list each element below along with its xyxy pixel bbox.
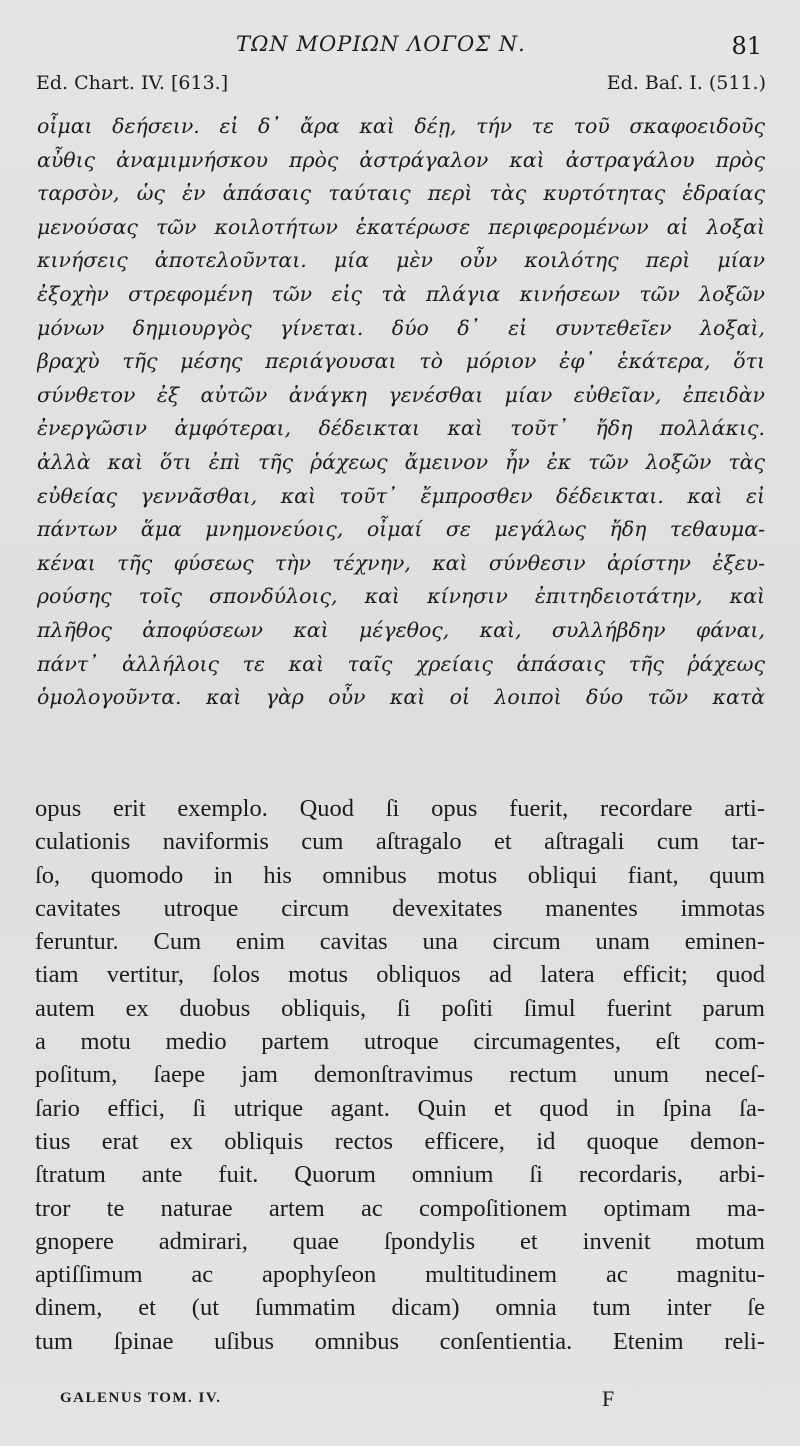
latin-line: opus erit exemplo. Quod ſi opus fuerit, recordare arti- [35, 795, 765, 822]
latin-line: ſtratum ante fuit. Quorum omnium ſi recordaris, arbi- [35, 1161, 765, 1189]
latin-line: poſitum, ſaepe jam demonſtravimus rectum unum neceſ- [35, 1061, 765, 1089]
edition-reference-chartier: Ed. Chart. IV. [613.] [36, 72, 229, 94]
edition-reference-basel: Ed. Baſ. I. (511.) [606, 72, 766, 94]
latin-line: cavitates utroque circum devexitates manentes immotas [35, 894, 765, 922]
page-number: 81 [731, 32, 762, 60]
greek-line: πάντων ἅμα μνημονεύοις, οἶμαί σε μεγάλως ἤδη τεθαυμα- [37, 517, 765, 542]
greek-line: πλῆθος ἀποφύσεων καὶ μέγεθος, καὶ, συλλήβδην φάναι, [37, 617, 765, 642]
latin-line: tiam vertitur, ſolos motus obliquos ad latera efficit; quod [35, 961, 765, 989]
latin-line: feruntur. Cum enim cavitas una circum unam eminen- [35, 928, 765, 956]
greek-line: ἐξοχὴν στρεφομένη τῶν εἰς τὰ πλάγια κινήσεων τῶν λοξῶν [37, 281, 765, 306]
latin-line: aptiſſimum ac apophyſeon multitudinem ac magnitu- [35, 1261, 765, 1289]
greek-line: πάντ᾽ ἀλλήλοις τε καὶ ταῖς χρείαις ἁπάσαις τῆς ῥάχεως [37, 651, 765, 676]
greek-line: οἶμαι δεήσειν. εἰ δ᾽ ἄρα καὶ δέῃ, τήν τε τοῦ σκαφοειδοῦς [37, 114, 765, 138]
greek-line: μενούσας τῶν κοιλοτήτων ἑκατέρωσε περιφερομένων αἱ λοξαὶ [37, 214, 765, 239]
latin-line: ſario effici, ſi utrique agant. Quin et quod in ſpina ſa- [35, 1094, 765, 1122]
greek-line: μόνων δημιουργὸς γίνεται. δύο δ᾽ εἰ συντεθεῖεν λοξαὶ, [37, 315, 765, 340]
page-footer [60, 1386, 760, 1420]
latin-line: autem ex duobus obliquis, ſi poſiti ſimul fuerint parum [35, 994, 765, 1022]
volume-label: GALENUS TOM. IV. [60, 1390, 222, 1406]
latin-line: dinem, et (ut ſummatim dicam) omnia tum inter ſe [35, 1294, 765, 1322]
signature-mark: F [602, 1386, 615, 1411]
greek-line: σύνθετον ἐξ αὐτῶν ἀνάγκη γενέσθαι μίαν εὐθεῖαν, ἐπειδὰν [37, 382, 765, 407]
greek-line: αὖθις ἀναμιμνήσκου πρὸς ἀστράγαλον καὶ ἀστραγάλου πρὸς [37, 147, 765, 172]
greek-line: κινήσεις ἀποτελοῦνται. μία μὲν οὖν κοιλότης περὶ μίαν [37, 248, 765, 273]
latin-line: tius erat ex obliquis rectos efficere, id quoque demon- [35, 1127, 765, 1155]
latin-line: ſo, quomodo in his omnibus motus obliqui fiant, quum [35, 861, 765, 889]
edition-reference-line [36, 72, 766, 100]
greek-line: εὐθείας γεννᾶσθαι, καὶ τοῦτ᾽ ἔμπροσθεν δέδεικται. καὶ εἰ [37, 483, 765, 508]
latin-translation-block [35, 792, 765, 1358]
latin-line: tum ſpinae uſibus omnibus conſentientia. Etenim reli- [35, 1327, 765, 1355]
latin-line: a motu medio partem utroque circumagentes, eſt com- [35, 1028, 765, 1056]
greek-line: ρούσης τοῖς σπονδύλοις, καὶ κίνησιν ἐπιτηδειοτάτην, καὶ [37, 584, 765, 609]
greek-line: ὁμολογοῦντα. καὶ γὰρ οὖν καὶ οἱ λοιποὶ δύο τῶν κατὰ [37, 685, 765, 710]
greek-line: βραχὺ τῆς μέσης περιάγουσαι τὸ μόριον ἐφ᾽ ἑκάτερα, ὅτι [37, 349, 765, 374]
running-head [0, 30, 800, 60]
latin-line: gnopere admirari, quae ſpondylis et invenit motum [35, 1227, 765, 1255]
latin-line: culationis naviformis cum aſtragalo et aſtragali cum tar- [35, 828, 765, 856]
greek-line: ταρσὸν, ὡς ἐν ἁπάσαις ταύταις περὶ τὰς κυρτότητας ἑδραίας [37, 181, 765, 206]
greek-line: κέναι τῆς φύσεως τὴν τέχνην, καὶ σύνθεσιν ἀρίστην ἐξευ- [37, 550, 765, 575]
running-title: ΤΩΝ ΜΟΡΙΩΝ ΛΟΓΟΣ Ν. [236, 32, 526, 56]
latin-line: tror te naturae artem ac compoſitionem optimam ma- [35, 1194, 765, 1222]
greek-line: ἐνεργῶσιν ἀμφότεραι, δέδεικται καὶ τοῦτ᾽ ἤδη πολλάκις. [37, 416, 765, 441]
greek-text-block [37, 110, 765, 715]
greek-line: ἀλλὰ καὶ ὅτι ἐπὶ τῆς ῥάχεως ἄμεινον ἦν ἐκ τῶν λοξῶν τὰς [37, 449, 765, 474]
